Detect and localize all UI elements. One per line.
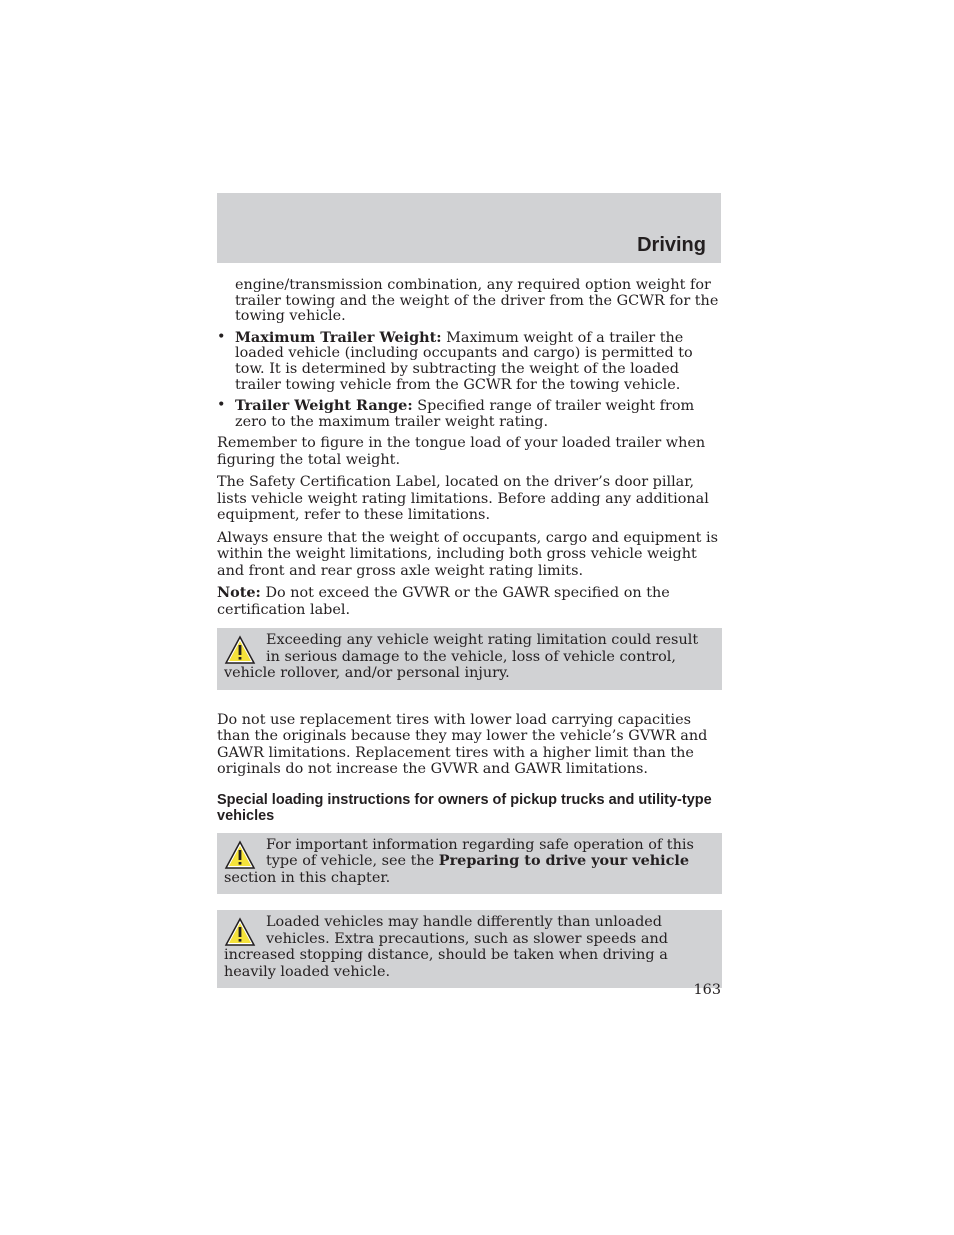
section-header <box>217 193 721 263</box>
paragraph: The Safety Certification Label, located on the driver’s door pillar, lists vehicle weight rating limitations. Before adding any additional equipment, refer to these limitations. <box>217 474 709 524</box>
warning-bold-ref: Preparing to drive your vehicle <box>438 852 690 870</box>
warning-triangle-icon <box>224 635 256 665</box>
note-paragraph <box>217 585 722 618</box>
page-number: 163 <box>693 982 721 998</box>
bullet-text: Specified range of trailer weight from zero to the maximum trailer weight rating. <box>235 398 695 430</box>
paragraph: Always ensure that the weight of occupants, cargo and equipment is within the weight limitations, including both gross vehicle weight and front and rear gross axle weight rating limits. <box>217 529 718 579</box>
bullet-dot: • <box>217 397 226 414</box>
warning-text: Loaded vehicles may handle differently than unloaded vehicles. Extra precautions, such as slower speeds and increased stopping distance, should be taken when driving a heavily loaded vehicle. <box>224 914 668 980</box>
warning-text: section in this chapter. <box>224 869 391 886</box>
section-title: Driving <box>637 234 706 256</box>
warning-box-loaded <box>217 910 722 988</box>
page-content <box>217 278 722 988</box>
warning-triangle-icon <box>224 840 256 870</box>
warning-box-prepare <box>217 833 722 895</box>
note-text: Do not exceed the GVWR or the GAWR specified on the certification label. <box>217 585 670 618</box>
bullet-term: Maximum Trailer Weight: <box>235 328 442 346</box>
warning-text: Exceeding any vehicle weight rating limitation could result in serious damage to the vehicle, loss of vehicle control, vehicle rollover, and/or personal injury. <box>224 632 699 682</box>
bullet-text: Maximum weight of a trailer the loaded vehicle (including occupants and cargo) is permitted to tow. It is determined by subtracting the weight of the loaded trailer towing vehicle from the GCWR for the towing vehicle. <box>235 329 693 393</box>
paragraph: Remember to figure in the tongue load of your loaded trailer when figuring the total weight. <box>217 435 706 468</box>
bullet-trailer-weight-range <box>217 398 722 430</box>
bullet-dot: • <box>217 328 226 345</box>
note-label: Note: <box>217 584 261 602</box>
continued-text: engine/transmission combination, any required option weight for trailer towing and the weight of the driver from the GCWR for the towing vehicle. <box>235 277 719 325</box>
bullet-term: Trailer Weight Range: <box>235 397 413 415</box>
warning-text: For important information regarding safe operation of this type of vehicle, see the <box>266 836 694 870</box>
tires-paragraph: Do not use replacement tires with lower load carrying capacities than the originals because they may lower the vehicle’s GVWR and GAWR limitations. Replacement tires with a higher limit than the originals do not increase the GVWR and GAWR limitations. <box>217 711 708 778</box>
subheading: Special loading instructions for owners of pickup trucks and utility-type vehicles <box>217 791 712 825</box>
warning-triangle-icon <box>224 917 256 947</box>
warning-box-weight <box>217 628 722 690</box>
bullet-max-trailer-weight <box>217 330 722 393</box>
